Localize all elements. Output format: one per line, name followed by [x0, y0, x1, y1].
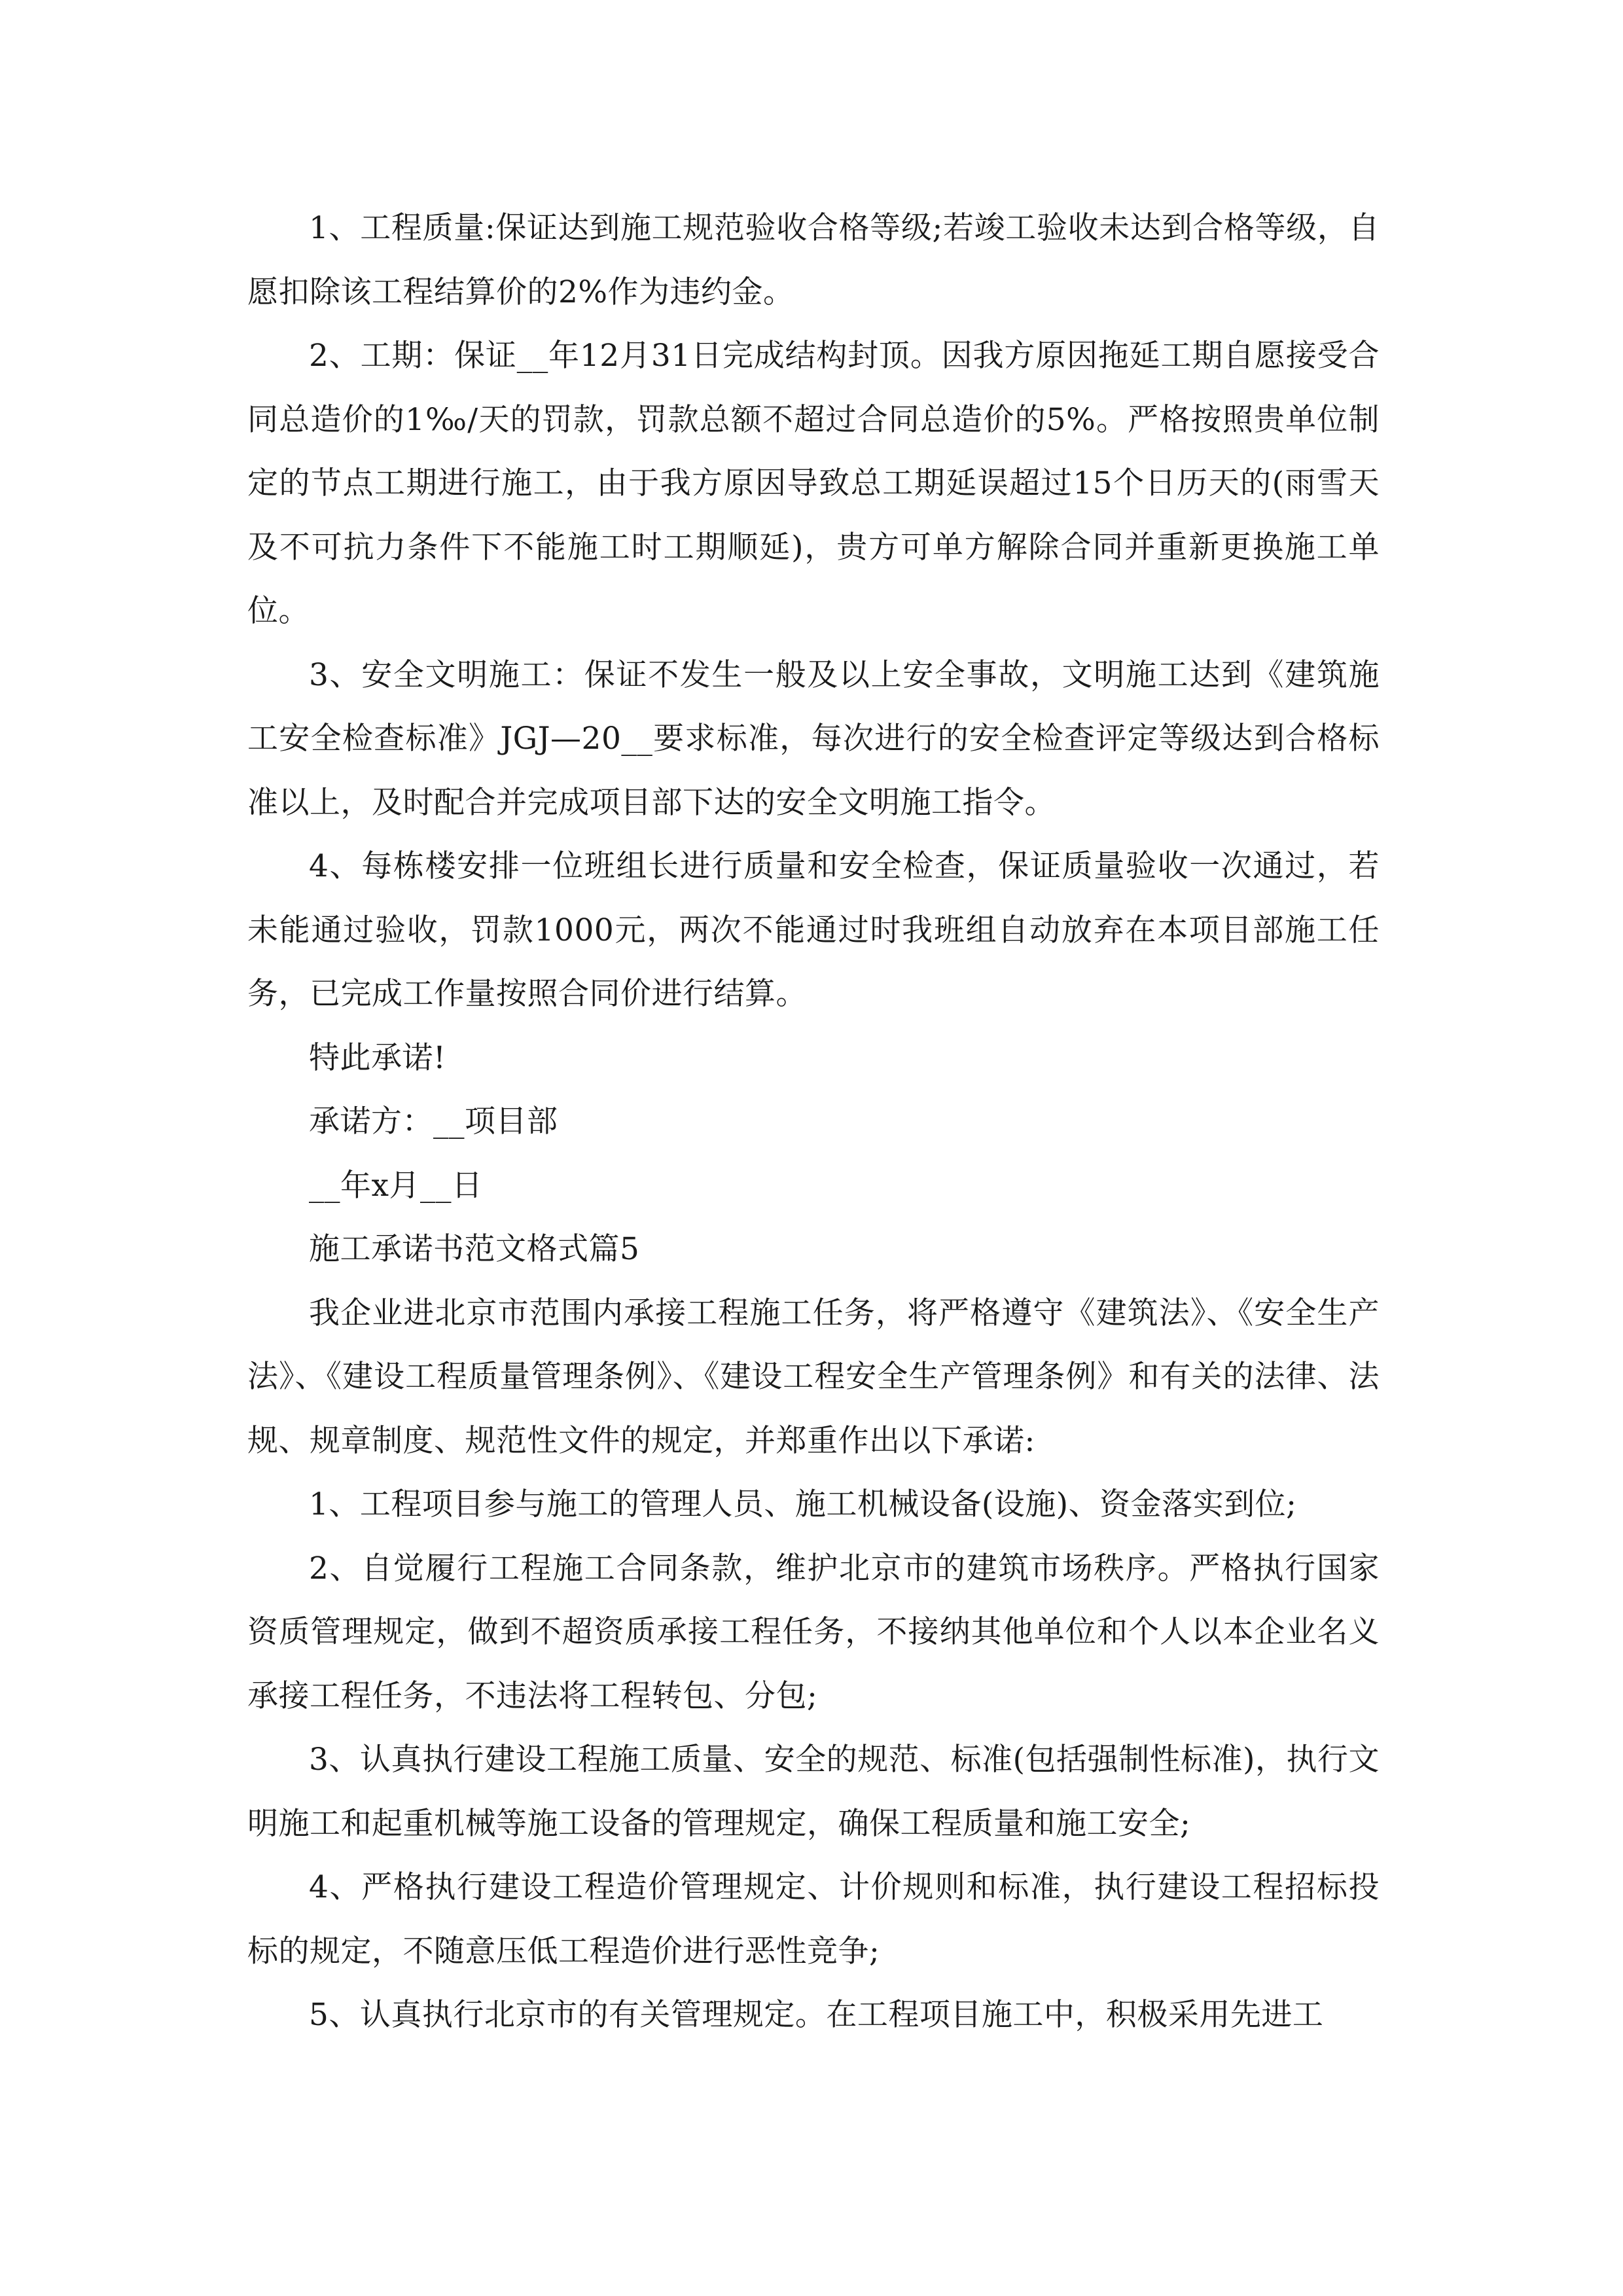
commitment-1: 1、工程项目参与施工的管理人员、施工机械设备(设施)、资金落实到位;	[309, 1486, 1297, 1522]
clause-schedule: 2、工期：保证__年12月31日完成结构封顶。因我方原因拖延工期自愿接受合同总造价的1‰/天的罚款，罚款总额不超过合同总造价的5%。严格按照贵单位制定的节点工期进行施工，由于我方原因导致总工期延误超过15个日历天的(雨雪天及不可抗力条件下不能施工时工期顺延)，贵方可单方解除合同并重新更换施工单位。	[247, 338, 1380, 629]
commitment-3: 3、认真执行建设工程施工质量、安全的规范、标准(包括强制性标准)，执行文明施工和起重机械等施工设备的管理规定，确保工程质量和施工安全;	[247, 1742, 1380, 1842]
intro-paragraph: 我企业进北京市范围内承接工程施工任务，将严格遵守《建筑法》、《安全生产法》、《建设工程质量管理条例》、《建设工程安全生产管理条例》和有关的法律、法规、规章制度、规范性文件的规定，并郑重作出以下承诺:	[247, 1295, 1380, 1459]
commitment-4: 4、严格执行建设工程造价管理规定、计价规则和标准，执行建设工程招标投标的规定，不随意压低工程造价进行恶性竞争;	[247, 1869, 1380, 1969]
clause-inspection: 4、每栋楼安排一位班组长进行质量和安全检查，保证质量验收一次通过，若未能通过验收，罚款1000元，两次不能通过时我班组自动放弃在本项目部施工任务，已完成工作量按照合同价进行结算。	[247, 848, 1380, 1012]
closing-statement: 特此承诺!	[309, 1039, 446, 1076]
section-title: 施工承诺书范文格式篇5	[309, 1231, 640, 1267]
document-page	[247, 196, 1380, 2047]
clause-safety: 3、安全文明施工：保证不发生一般及以上安全事故，文明施工达到《建筑施工安全检查标准》JGJ—20__要求标准，每次进行的安全检查评定等级达到合格标准以上，及时配合并完成项目部下达的安全文明施工指令。	[247, 656, 1380, 821]
date-line: __年x月__日	[309, 1167, 483, 1204]
commitment-5: 5、认真执行北京市的有关管理规定。在工程项目施工中，积极采用先进工	[309, 1997, 1324, 2033]
promisor-line: 承诺方：__项目部	[309, 1103, 558, 1139]
clause-quality: 1、工程质量:保证达到施工规范验收合格等级;若竣工验收未达到合格等级，自愿扣除该工程结算价的2%作为违约金。	[247, 210, 1380, 310]
commitment-2: 2、自觉履行工程施工合同条款，维护北京市的建筑市场秩序。严格执行国家资质管理规定，做到不超资质承接工程任务，不接纳其他单位和个人以本企业名义承接工程任务，不违法将工程转包、分包;	[247, 1550, 1380, 1714]
